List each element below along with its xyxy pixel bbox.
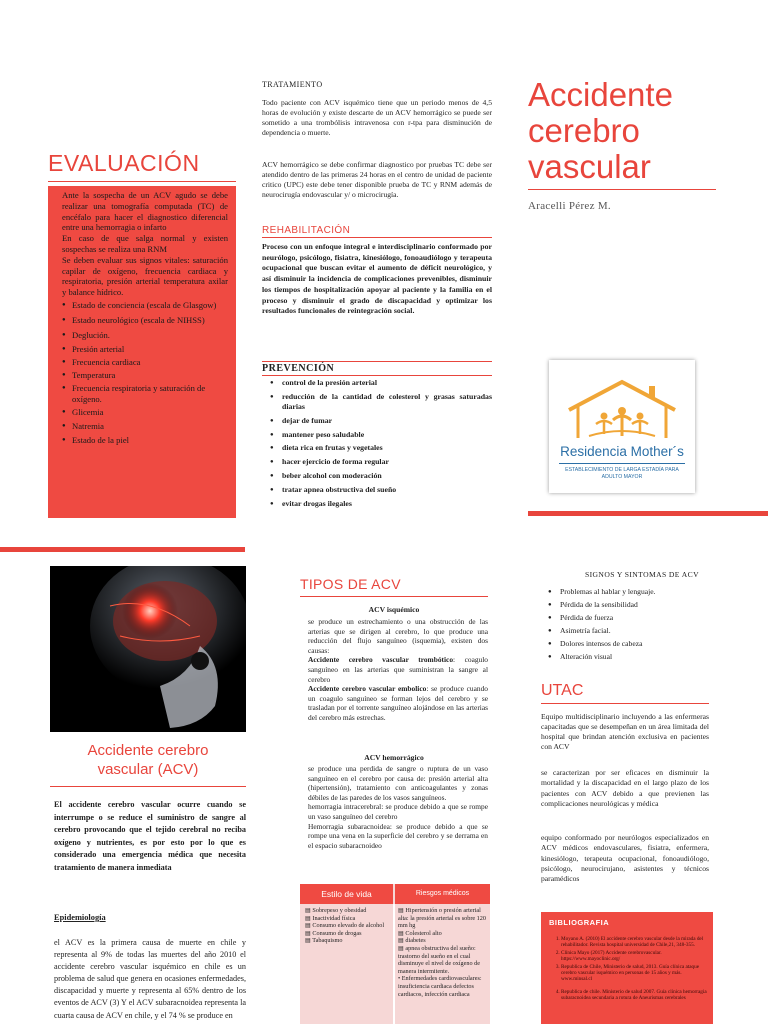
riesgos-col1-text: Consumo de drogas [312, 929, 362, 937]
evaluacion-list [62, 300, 228, 446]
bibliografia-item: 1. Moyano A. (2010) El accidente cerebro vascular desde la mirada del rehabilitador. Revista hospital universidad de Chile,21, 348-355. [561, 936, 707, 949]
checkbox-icon: ▤ [398, 944, 404, 952]
tipos-hemorragico-title: ACV hemorrágico [364, 753, 424, 762]
cover-title [528, 77, 673, 185]
brain-xray-icon [50, 566, 246, 732]
cover-title-line1: Accidente [528, 76, 673, 113]
prevencion-item: ● beber alcohol con moderación [270, 471, 492, 481]
prevencion-rule-top [262, 361, 492, 362]
riesgos-col1-item [305, 922, 391, 930]
bullet-icon: • [398, 975, 401, 983]
signos-item: ● Pérdida de la sensibilidad [548, 600, 718, 610]
logo-name: Residencia Mother´s [560, 444, 684, 459]
checkbox-icon: ▤ [398, 929, 404, 937]
brain-xray-image [50, 566, 246, 732]
evaluacion-rule [48, 181, 236, 182]
signos-title: SIGNOS Y SINTOMAS DE ACV [585, 570, 699, 579]
utac-p3: equipo conformado por neurólogos especializados en ACV médicos endovasculares, fisiatra, enfermera, kinesiólogo, terapeuta ocupacional, fonoaudiólogo, psicólogo, neurocirujano, asistentes y técnicos paramédicos [541, 833, 709, 884]
bibliografia-list [547, 936, 707, 1002]
evaluacion-item: ● Frecuencia cardiaca [62, 357, 228, 368]
utac-rule [541, 703, 709, 704]
riesgos-col1-item [305, 930, 391, 938]
riesgos-col2-header: Riesgos médicos [395, 884, 490, 904]
cover-rule [528, 189, 716, 190]
acv-section-title-line1: Accidente cerebro [87, 742, 209, 759]
evaluacion-title: EVALUACIÓN [48, 150, 200, 176]
riesgos-col1-item [305, 937, 391, 945]
riesgos-col2-text: diabetes [405, 937, 426, 945]
cover-title-line2: cerebro [528, 112, 640, 149]
tipos-title: TIPOS DE ACV [300, 576, 401, 592]
prevencion-item: ● mantener peso saludable [270, 430, 492, 440]
checkbox-icon: ▤ [398, 937, 404, 945]
evaluacion-item: ● Glicemia [62, 407, 228, 418]
riesgos-col2-item [398, 907, 488, 930]
riesgos-col1-item [305, 907, 391, 915]
prevencion-item: ● hacer ejercicio de forma regular [270, 457, 492, 467]
tratamiento-p2: ACV hemorrágico se debe confirmar diagnostico por pruebas TC debe ser atendido dentro de las primeras 24 horas en el centro de unidad de paciente critico (UPC) este debe tener disponible prueba de TC y RNM además de neurocirugía endovascular y/ o microcirugía. [262, 160, 492, 199]
riesgos-col2-item [398, 937, 488, 945]
tipos-hemorragico-desc: se produce una perdida de sangre o ruptura de un vaso sanguíneo en el cerebro por causa de: presión arterial alta (hipertensión), tratamiento con anticoagulantes y zonas débiles de las paredes de los vasos sanguíneos. [308, 764, 488, 802]
tratamiento-p1: Todo paciente con ACV isquémico tiene que un periodo menos de 4,5 horas de evolución y existe descarte de un ACV hemorrágico se puede ser sometido a una trombólisis intravenosa con r-tpa para disminución de dependencia o muerte. [262, 98, 492, 137]
riesgos-col2-item [398, 945, 488, 975]
rehabilitacion-rule [262, 237, 492, 238]
prevencion-item: ● dieta rica en frutas y vegetales [270, 443, 492, 453]
tipos-hemorragia-intracerebral: hemorragia intracerebral: se produce debido a que se rompe un vaso sanguíneo del cerebro [308, 802, 488, 821]
bibliografia-item: 3. Republica de Chile, Ministerio de salud, 2013. Guía clínica ataque cerebro vascular isquémico en personas de 15 años y más. www.minsal.cl [561, 964, 707, 983]
checkbox-icon: ▤ [305, 907, 311, 914]
prevencion-item: ● tratar apnea obstructiva del sueño [270, 485, 492, 495]
epidemiologia-title: Epidemiología [54, 913, 106, 922]
epidemiologia-text: el ACV es la primera causa de muerte en chile y representa al 9% de todas las muertes del año 2010 el accidente cerebro vascular isquémico en chile es un problema de salud que genera en ocasiones enfermedades, discapacidad y muerte y representa al 65% dentro de los eventos de ACV (3) Y el ACV subaracnoidea representa la cuarta causa de ACV en chile, y el 74 % se produce en [54, 938, 246, 1020]
acv-section-title [50, 741, 246, 779]
tipos-isquemico-desc: se produce un estrechamiento o una obstrucción de las arterias que se dirigen al cerebro, lo que produce una reducción del flujo sanguíneo (isquemia), existen dos causas: [308, 617, 488, 655]
signos-item: ● Asimetría facial. [548, 626, 718, 636]
tipos-isquemico-title: ACV isquémico [368, 605, 420, 614]
signos-item: ● Dolores intensos de cabeza [548, 639, 718, 649]
tipos-embolico-text: : se produce cuando un coagulo sanguíneo se forman lejos del cerebro y se trasladan por el torrente sanguíneo alojándose en las arterias del cerebro más estrechas. [308, 684, 488, 722]
panel-bar [0, 547, 245, 552]
utac-title: UTAC [541, 682, 584, 699]
logo-card [549, 360, 695, 493]
signos-item: ● Pérdida de fuerza [548, 613, 718, 623]
riesgos-col1-header: Estilo de vida [300, 884, 393, 904]
evaluacion-item: ● Frecuencia respiratoria y saturación de oxígeno. [62, 383, 228, 405]
panel-bar [528, 511, 768, 516]
evaluacion-item: ● Estado neurológico (escala de NIHSS) [62, 315, 228, 326]
prevencion-item: ● reducción de la cantidad de colesterol y grasas saturadas diarias [270, 392, 492, 412]
prevencion-item: ● evitar drogas ilegales [270, 499, 492, 509]
tipos-trombotico-label: Accidente cerebro vascular trombótico [308, 655, 454, 665]
prevencion-item: ● control de la presión arterial [270, 378, 492, 388]
bibliografia-item: 2. Clínica Mayo (2017) Accidente cerebrovascular. https://www.mayoclinic.org/ [561, 950, 707, 963]
evaluacion-item: ● Estado de conciencia (escala de Glasgow) [62, 300, 228, 311]
checkbox-icon: ▤ [305, 914, 311, 922]
tipos-hemorragia-subaracnoidea: Hemorragia subaracnoidea: se produce debido a que se rompe una vena en la superficie del cerebro y se derrama en el espacio subaracnoideo [308, 821, 488, 850]
riesgos-col1-list [305, 907, 391, 945]
prevencion-item: ● dejar de fumar [270, 416, 492, 426]
bibliografia-title: BIBLIOGRAFIA [549, 918, 610, 927]
riesgos-col2-item [398, 930, 488, 938]
evaluacion-item: ● Natremia [62, 421, 228, 432]
acv-section-p1: El accidente cerebro vascular ocurre cuando se interrumpe o se reduce el suministro de sangre al cerebro provocando que el tejido cerebral no reciba oxígeno y nutrientes, es por esto por lo que es considerado una emergencia médica que necesita tratamiento de manera inmediata [54, 800, 246, 872]
rehabilitacion-text: Proceso con un enfoque integral e interdisciplinario conformado por neurólogo, psicólogo, fisiatra, kinesiólogo, fonoaudiólogo y terapeuta ocupacional que buscan evitar el aumento de déficit neurológico, y así disminuir la incidencia de complicaciones prevenibles, disminuir los tiempos de hospitalización apoyar al paciente y la familia en el proceso y disminuir el grado de discapacidad y optimizar los resultados funcionales de reintegración social. [262, 242, 492, 316]
riesgos-col1-text: Consumo elevado de alcohol [312, 922, 385, 930]
logo-divider [559, 463, 685, 464]
riesgos-col2-item [398, 975, 488, 998]
checkbox-icon: ▤ [305, 922, 311, 930]
riesgos-col2-list [398, 907, 488, 998]
acv-section-rule [50, 786, 246, 787]
riesgos-col1-text: Sobrepeso y obesidad [312, 907, 367, 914]
evaluacion-line3: Se deben evaluar sus signos vitales: saturación capilar de oxígeno, frecuencia cardiaca y respiratoria, presión arterial temperatura axilar y balance hídrico. [62, 254, 228, 298]
riesgos-col2-text: Hipertensión o presión arterial alta: la presión arterial es sobre 120 mm hg [398, 907, 486, 930]
tipos-isquemico-text [308, 617, 488, 723]
checkbox-icon: ▤ [305, 929, 311, 937]
logo-tagline [549, 467, 695, 481]
signos-list [548, 587, 718, 662]
tratamiento-title: TRATAMIENTO [262, 80, 323, 89]
rehabilitacion-title: REHABILITACIÓN [262, 225, 351, 236]
logo-tagline-line2: ADULTO MAYOR [601, 474, 643, 480]
evaluacion-line2: En caso de que salga normal y existen sospechas se realiza una RNM [62, 233, 228, 254]
riesgos-col1-text: Tabaquismo [312, 937, 343, 945]
tipos-trombotico-text: : coagulo sanguíneo en las arterias que suministran la sangre al cerebro [308, 655, 488, 684]
riesgos-col1-text: Inactividad física [312, 914, 356, 922]
riesgos-col-divider [393, 904, 395, 1024]
prevencion-title: PREVENCIÓN [262, 363, 335, 374]
cover-author: Aracelli Pérez M. [528, 200, 611, 212]
bibliografia-item: 4. Republica de chile. Ministerio de salud 2007. Guía clínica hemorragia subaracnoidea secundaria a rotura de Aneurismas cerebrales [561, 989, 707, 1002]
evaluacion-item: ● Temperatura [62, 370, 228, 381]
riesgos-col2-text: Colesterol alto [405, 929, 442, 937]
evaluacion-item: ● Presión arterial [62, 344, 228, 355]
checkbox-icon: ▤ [305, 937, 311, 945]
utac-p1: Equipo multidisciplinario incluyendo a las enfermeras capacitadas que se desempeñan en un área limitada del hospital que brindan atención exclusiva en pacientes con ACV [541, 712, 709, 751]
tipos-hemorragico-text [308, 764, 488, 850]
signos-item: ● Alteración visual [548, 652, 718, 662]
evaluacion-item: ● Deglución. [62, 330, 228, 341]
tipos-embolico-label: Accidente cerebro vascular embolico [308, 684, 427, 694]
evaluacion-item: ● Estado de la piel [62, 435, 228, 446]
evaluacion-panel [48, 186, 236, 518]
prevencion-rule [262, 375, 492, 376]
bibliografia-panel [541, 912, 713, 1024]
checkbox-icon: ▤ [398, 907, 404, 914]
evaluacion-intro: Ante la sospecha de un ACV agudo se debe realizar una tomografía computada (TC) de encéfalo para hacer el diagnostico diferencial entre una hemorragia o infarto [62, 190, 228, 233]
riesgos-col2-text: Enfermedades cardiovasculares: insuficiencia cardiaca defectos cardiacos, infección cardiaca [398, 975, 482, 998]
riesgos-col1-item [305, 915, 391, 923]
tipos-rule [300, 596, 488, 597]
utac-p2: se caracterizan por ser eficaces en disminuir la mortalidad y la discapacidad en el largo plazo de los pacientes con ACV debido a que previenen las complicaciones neurológicas y médica [541, 768, 709, 808]
prevencion-list [270, 378, 492, 509]
cover-title-line3: vascular [528, 148, 651, 185]
riesgos-table [300, 884, 490, 1024]
riesgos-col2-text: apnea obstructiva del sueño: trastorno del sueño en el cual disminuye el nivel de oxígeno de manera intermitente. [398, 944, 480, 975]
signos-item: ● Problemas al hablar y lenguaje. [548, 587, 718, 597]
logo-tagline-line1: ESTABLECIMIENTO DE LARGA ESTADÍA PARA [565, 467, 679, 473]
acv-section-title-line2: vascular (ACV) [97, 761, 199, 778]
